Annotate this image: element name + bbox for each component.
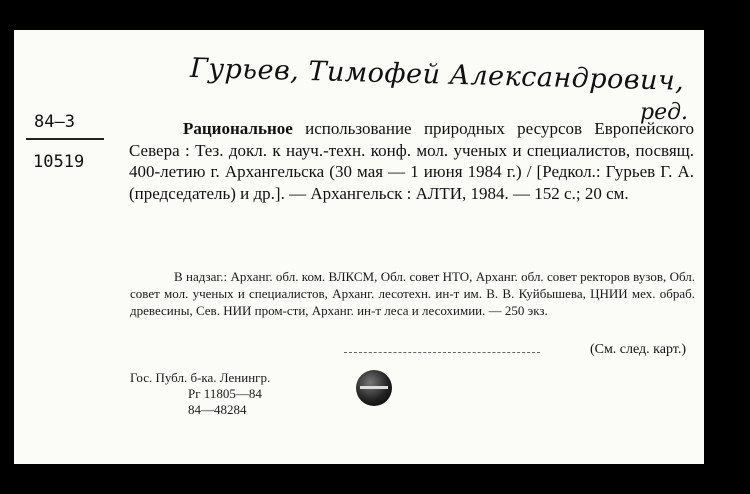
title-text: использование природных ресурсов Европейского Севера : Тез. докл. к науч.-техн. конф. мол. ученых и специалистов, посвящ. 400-летию г. Архангельска (30 мая — 1 июня 1984 г.) / [Редкол.: Гурьев Г. А. (председатель) и др.]. — Архангельск : АЛТИ, 1984. — 152 с.; 20 см.: [129, 119, 694, 203]
shelf-mark-divider: [26, 138, 104, 140]
note-text: В надзаг.: Арханг. обл. ком. ВЛКСМ, Обл. совет НТО, Арханг. обл. совет ректоров вузов, Обл. совет мол. ученых и специалистов, Арханг. лесотехн. ин-т им. В. В. Куйбышева, ЦНИИ мех. обраб. древесины, Сев. НИИ пром-сти, Арханг. ин-т леса и лесохимии. — 250 экз.: [130, 269, 695, 318]
bibliographic-description: [129, 118, 694, 204]
shelf-mark-bottom: 10519: [33, 152, 85, 172]
continued-note: (См. след. карт.): [589, 342, 686, 357]
shelf-mark-top-text: 84—3: [34, 112, 75, 132]
catalog-card: [14, 30, 704, 464]
imprint-line-3: 84—48284: [188, 402, 247, 417]
handwritten-role: ред.: [640, 100, 689, 125]
imprint-line-1: Гос. Публ. б-ка. Ленингр.: [130, 370, 271, 385]
imprint-block: [130, 370, 270, 418]
shelf-mark-top: [34, 112, 75, 132]
handwritten-author-name: Гурьев, Тимофей Александрович,: [189, 52, 685, 97]
dashed-rule: [344, 352, 540, 353]
library-stamp-icon: [356, 370, 392, 406]
imprint-line-2: Рг 11805—84: [188, 386, 262, 401]
title-head: Рациональное: [183, 119, 293, 138]
